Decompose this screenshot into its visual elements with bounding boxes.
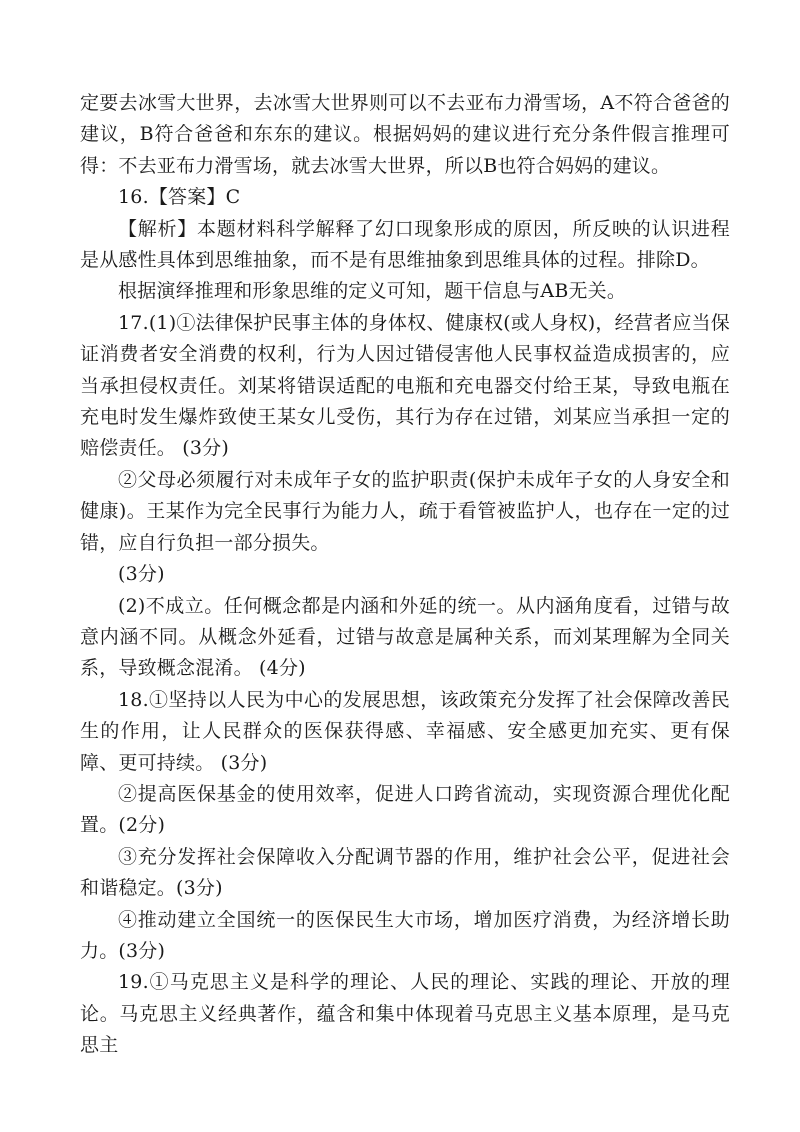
analysis-16-note: 根据演绎推理和形象思维的定义可知，题干信息与AB无关。 (118, 280, 627, 303)
answer-18-point-1: 18.①坚持以人民为中心的发展思想，该政策充分发挥了社会保障改善民生的作用，让人民群众的医保获得感、幸福感、安全感更加充实、更有保障、更可持续。 (3分) (80, 688, 730, 774)
answer-17-1-score: (3分) (118, 563, 165, 586)
analysis-16: 【解析】本题材料科学解释了幻口现象形成的原因，所反映的认识进程是从感性具体到思维抽象，而不是有思维抽象到思维具体的过程。排除D。 (80, 217, 730, 272)
answer-18-point-2: ②提高医保基金的使用效率，促进人口跨省流动，实现资源合理优化配置。(2分) (80, 782, 730, 837)
paragraph-continuation: 定要去冰雪大世界，去冰雪大世界则可以不去亚布力滑雪场，A不符合爸爸的建议，B符合爸爸和东东的建议。根据妈妈的建议进行充分条件假言推理可得：不去亚布力滑雪场，就去冰雪大世界，所以B也符合妈妈的建议。 (80, 92, 730, 177)
answer-19-point-1: 19.①马克思主义是科学的理论、人民的理论、实践的理论、开放的理论。马克思主义经典著作，蕴含和集中体现着马克思主义基本原理，是马克思主 (80, 971, 730, 1057)
answer-17-1-point-1: 17.(1)①法律保护民事主体的身体权、健康权(或人身权)，经营者应当保证消费者安全消费的权利，行为人因过错侵害他人民事权益造成损害的，应当承担侵权责任。刘某将错误适配的电瓶和充电器交付给王某，导致电瓶在充电时发生爆炸致使王某女儿受伤，其行为存在过错，刘某应当承担一定的赔偿责任。 (3分) (80, 311, 730, 460)
answer-16: 16.【答案】C (118, 186, 241, 209)
document-page (80, 88, 730, 1062)
answer-18-point-4: ④推动建立全国统一的医保民生大市场，增加医疗消费，为经济增长助力。(3分) (80, 908, 730, 962)
answer-17-1-point-2: ②父母必须履行对未成年子女的监护职责(保护未成年子女的人身安全和健康)。王某作为完全民事行为能力人，疏于看管被监护人，也存在一定的过错，应自行负担一部分损失。 (80, 468, 730, 554)
answer-18-point-3: ③充分发挥社会保障收入分配调节器的作用，维护社会公平，促进社会和谐稳定。(3分) (80, 845, 730, 900)
answer-17-2: (2)不成立。任何概念都是内涵和外延的统一。从内涵角度看，过错与故意内涵不同。从概念外延看，过错与故意是属种关系，而刘某理解为全同关系，导致概念混淆。 (4分) (80, 594, 730, 680)
